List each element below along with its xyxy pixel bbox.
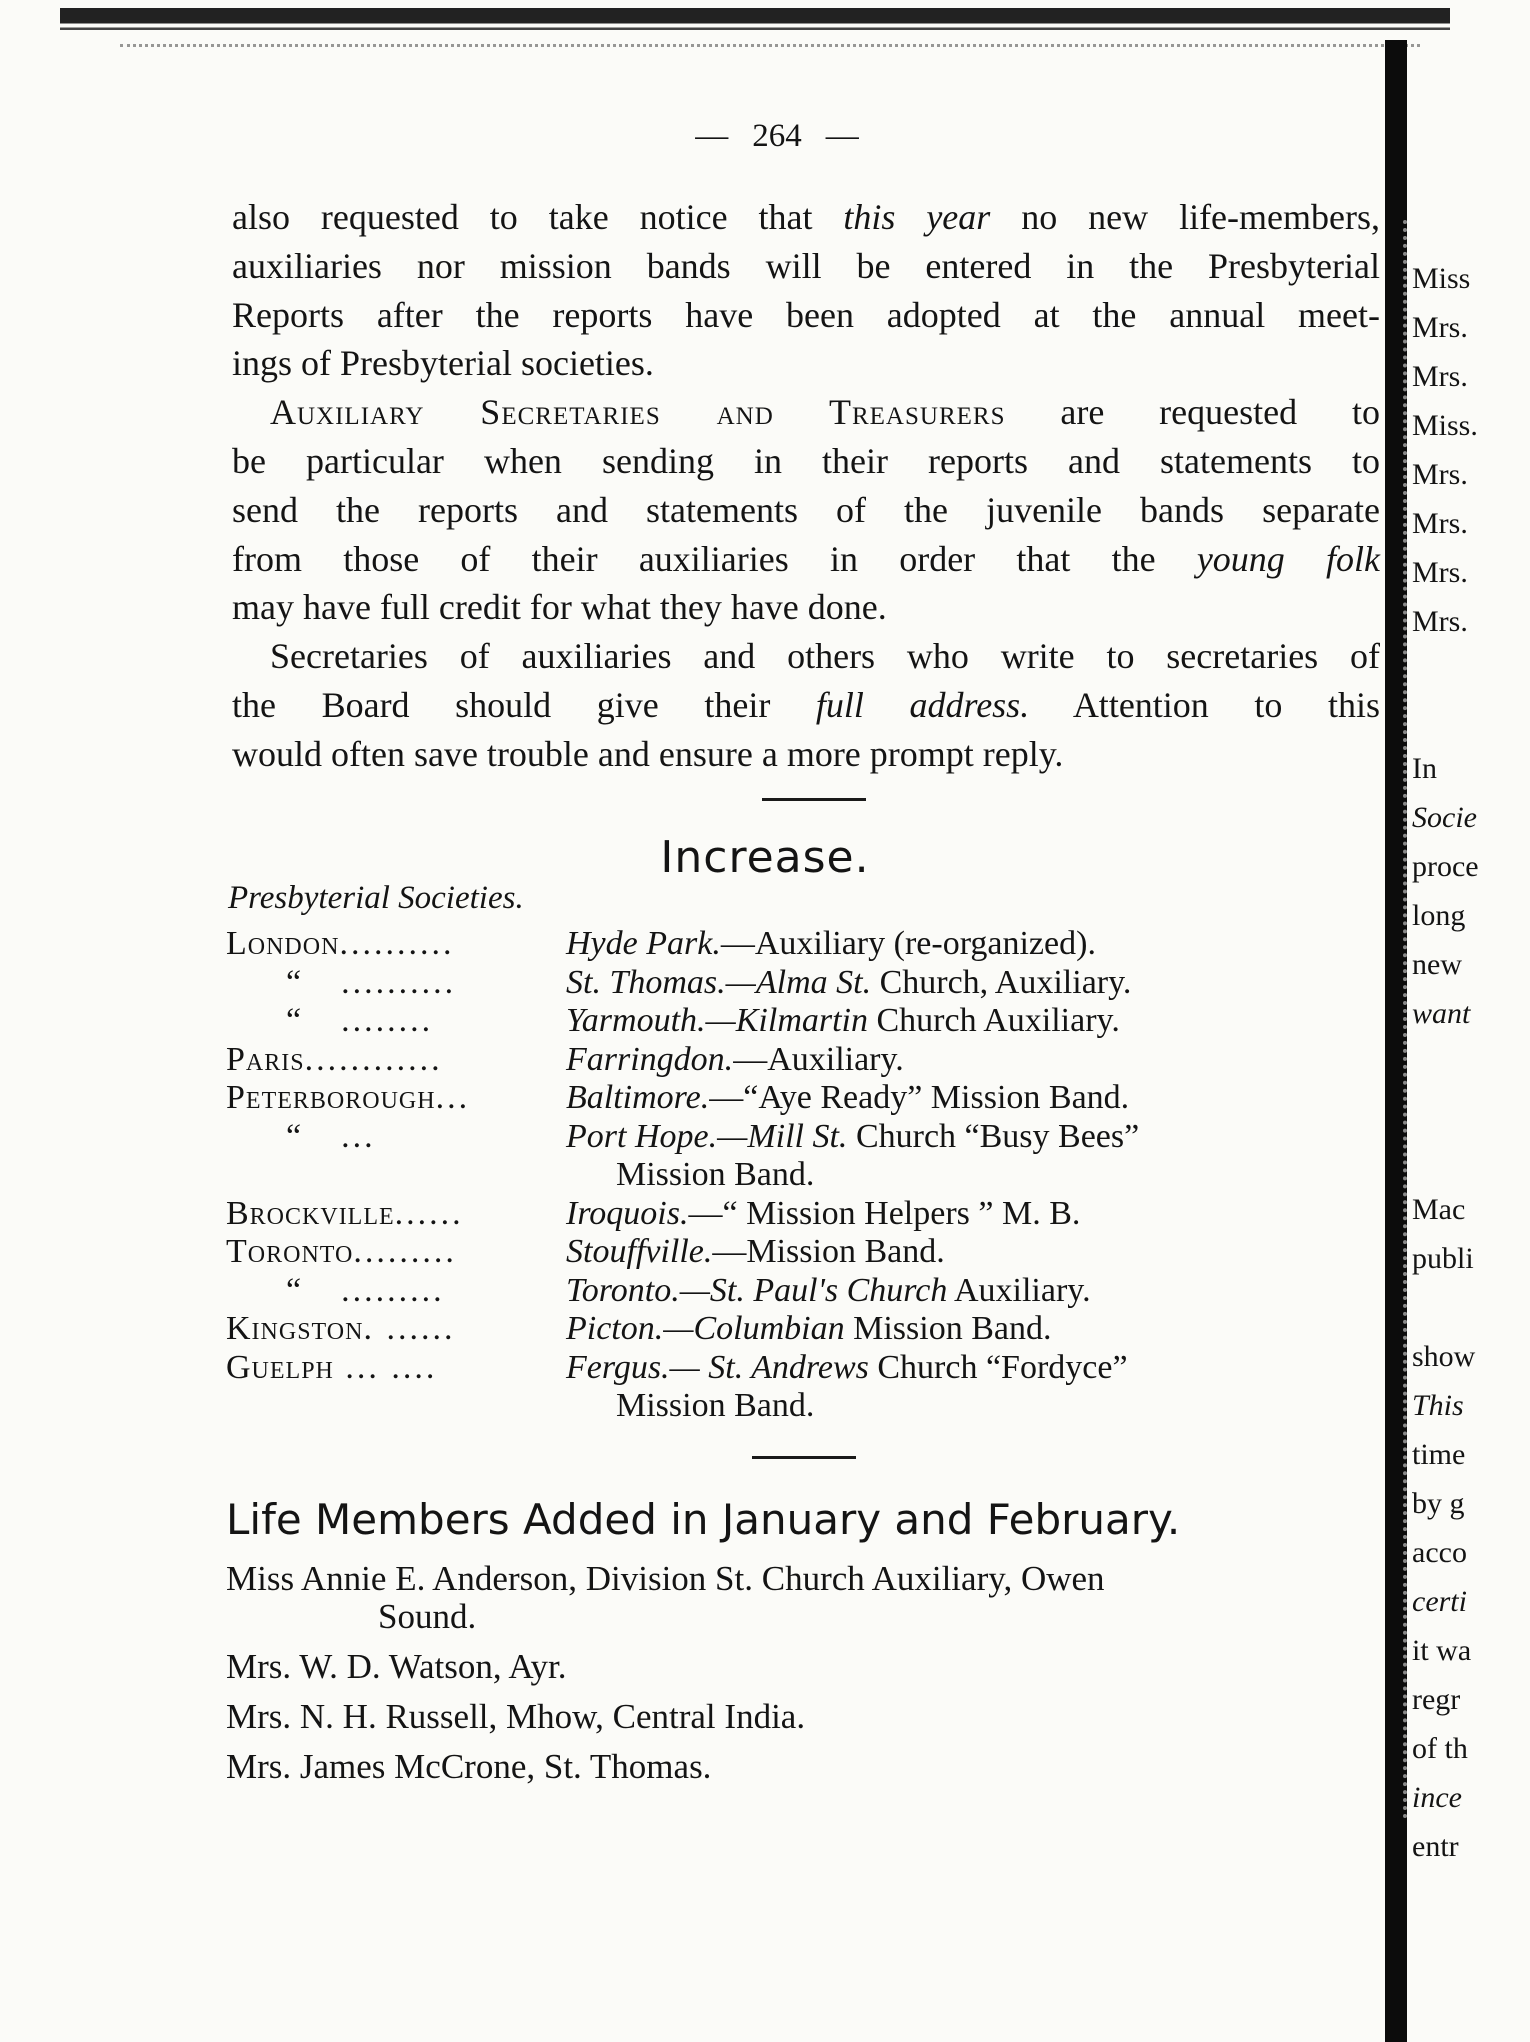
presbytery-cell bbox=[226, 1195, 566, 1234]
top-scan-specks bbox=[120, 44, 1420, 51]
presbytery-name: Paris bbox=[226, 1040, 305, 1078]
society-entry bbox=[566, 964, 1396, 1003]
intro-paragraphs bbox=[232, 193, 1380, 779]
text-line bbox=[232, 681, 1380, 730]
text-line bbox=[232, 388, 1380, 437]
presbytery-name: Guelph bbox=[226, 1348, 334, 1386]
italic-text: full address. bbox=[815, 684, 1030, 725]
increase-heading: Increase. bbox=[660, 832, 870, 883]
leader-dots: ...... bbox=[394, 1194, 464, 1232]
life-member-entry bbox=[226, 1648, 1391, 1686]
society-entry bbox=[566, 1002, 1396, 1041]
italic-text: Baltimore. bbox=[566, 1079, 710, 1116]
leader-dots: .......... bbox=[341, 963, 457, 1001]
top-scan-rule bbox=[60, 8, 1450, 36]
presbytery-cell bbox=[226, 1233, 566, 1272]
leader-dots: ... .... bbox=[333, 1348, 438, 1386]
text-run: also requested to take notice that bbox=[232, 197, 844, 237]
italic-text: St. Thomas.—Alma St. bbox=[566, 963, 872, 1001]
italic-text: Stouffville. bbox=[566, 1233, 713, 1270]
increase-row bbox=[226, 1387, 1396, 1426]
adjacent-page-fragment: of th bbox=[1412, 1732, 1468, 1765]
small-caps-text: Auxiliary Secretaries and Treasurers bbox=[270, 392, 1006, 433]
presbytery-name: Brockville bbox=[226, 1194, 395, 1232]
text-run: —“ Mission Helpers ” M. B. bbox=[688, 1194, 1081, 1232]
adjacent-page-fragment: In bbox=[1412, 752, 1437, 785]
adjacent-page-fragment: time bbox=[1412, 1438, 1466, 1471]
adjacent-page-fragment: Mrs. bbox=[1412, 360, 1468, 393]
section-rule bbox=[762, 798, 866, 801]
text-run: Attention to this bbox=[1029, 684, 1381, 725]
italic-text: Picton.—Columbian bbox=[566, 1310, 845, 1347]
ditto-mark: “ bbox=[286, 1002, 302, 1039]
society-entry bbox=[566, 1079, 1396, 1118]
society-entry bbox=[566, 1310, 1396, 1349]
adjacent-page-fragment: Socie bbox=[1412, 801, 1477, 834]
society-entry bbox=[566, 1272, 1396, 1311]
italic-text: this year bbox=[843, 197, 991, 237]
increase-row bbox=[226, 925, 1396, 964]
presbytery-cell bbox=[226, 1387, 566, 1426]
text-line bbox=[232, 437, 1380, 486]
presbytery-cell bbox=[226, 1118, 566, 1157]
adjacent-page-fragment: entr bbox=[1412, 1830, 1459, 1863]
adjacent-page-fragment: Mrs. bbox=[1412, 507, 1468, 540]
adjacent-page-fragment: Mrs. bbox=[1412, 605, 1468, 638]
leader-dots: ... bbox=[341, 1117, 376, 1155]
presbytery-name: Peterborough bbox=[226, 1079, 436, 1116]
increase-row bbox=[226, 964, 1396, 1003]
adjacent-page-fragment: new bbox=[1412, 948, 1462, 981]
text-run: Auxiliary. bbox=[947, 1271, 1091, 1309]
text-run: —Auxiliary. bbox=[733, 1040, 904, 1078]
adjacent-page-fragment: Mrs. bbox=[1412, 311, 1468, 344]
increase-list bbox=[226, 925, 1396, 1426]
text-run: the Board should give their bbox=[232, 684, 816, 725]
presbytery-name: Toronto bbox=[226, 1233, 354, 1270]
text-line bbox=[232, 535, 1380, 584]
life-member-line: Mrs. W. D. Watson, Ayr. bbox=[226, 1647, 567, 1686]
text-run: Church, Auxiliary. bbox=[871, 963, 1132, 1001]
life-member-entry bbox=[226, 1560, 1391, 1636]
text-run: are requested to bbox=[1005, 392, 1380, 433]
increase-row bbox=[226, 1233, 1396, 1272]
text-line bbox=[232, 193, 1380, 242]
increase-row bbox=[226, 1002, 1396, 1041]
text-run: Reports after the reports have been adopted at the annual meet- bbox=[232, 294, 1380, 335]
life-member-entry bbox=[226, 1748, 1391, 1786]
italic-text: Hyde Park. bbox=[566, 925, 721, 962]
italic-text: Port Hope.—Mill St. bbox=[566, 1117, 848, 1155]
society-entry bbox=[566, 1387, 1396, 1426]
life-members-heading: Life Members Added in January and February. bbox=[226, 1495, 1181, 1544]
adjacent-page-fragment: regr bbox=[1412, 1683, 1461, 1716]
text-run: send the reports and statements of the juvenile bands separate bbox=[232, 489, 1380, 530]
text-run: Mission Band. bbox=[616, 1387, 815, 1424]
adjacent-page-fragment: publi bbox=[1412, 1242, 1474, 1275]
text-run: ings of Presbyterial societies. bbox=[232, 343, 654, 384]
text-run: from those of their auxiliaries in order that the bbox=[232, 538, 1197, 579]
text-line bbox=[232, 291, 1380, 340]
ditto-mark: “ bbox=[286, 1271, 302, 1309]
society-entry bbox=[566, 1233, 1396, 1272]
text-run: Mission Band. bbox=[616, 1156, 815, 1193]
leader-dots: ............ bbox=[304, 1040, 443, 1078]
increase-row bbox=[226, 1118, 1396, 1157]
leader-dots: ........ bbox=[341, 1002, 434, 1039]
presbytery-cell bbox=[226, 1002, 566, 1041]
society-entry bbox=[566, 1118, 1396, 1157]
adjacent-page-fragment: acco bbox=[1412, 1536, 1467, 1569]
adjacent-page-fragment: ince bbox=[1412, 1781, 1462, 1814]
adjacent-page-fragment: Miss. bbox=[1412, 409, 1478, 442]
presbytery-cell bbox=[226, 1349, 566, 1388]
leader-dots: .......... bbox=[339, 925, 455, 962]
adjacent-page-fragment: Mac bbox=[1412, 1193, 1466, 1226]
italic-text: young folk bbox=[1196, 538, 1380, 579]
increase-row bbox=[226, 1195, 1396, 1234]
society-entry bbox=[566, 1349, 1396, 1388]
text-run: auxiliaries nor mission bands will be entered in the Presbyterial bbox=[232, 245, 1380, 286]
increase-row bbox=[226, 1156, 1396, 1195]
presbytery-cell bbox=[226, 1272, 566, 1311]
presbytery-cell bbox=[226, 964, 566, 1003]
text-run: Church “Busy Bees” bbox=[847, 1117, 1140, 1155]
adjacent-page-fragment: it wa bbox=[1412, 1634, 1472, 1667]
life-member-line-continued: Sound. bbox=[378, 1597, 477, 1636]
adjacent-page-column bbox=[1412, 0, 1530, 2042]
leader-dots: . ...... bbox=[363, 1310, 456, 1347]
life-member-entry bbox=[226, 1698, 1391, 1736]
presbytery-cell bbox=[226, 925, 566, 964]
text-line bbox=[232, 242, 1380, 291]
presbytery-cell bbox=[226, 1079, 566, 1118]
presbytery-cell bbox=[226, 1041, 566, 1080]
text-line bbox=[232, 730, 1380, 779]
life-member-line: Mrs. N. H. Russell, Mhow, Central India. bbox=[226, 1697, 806, 1736]
italic-text: Farringdon. bbox=[566, 1040, 734, 1078]
italic-text: Toronto.—St. Paul's Church bbox=[566, 1271, 948, 1309]
adjacent-page-fragment: certi bbox=[1412, 1585, 1467, 1618]
life-member-line: Miss Annie E. Anderson, Division St. Church Auxiliary, Owen bbox=[226, 1559, 1105, 1598]
presbytery-name: Kingston bbox=[226, 1310, 364, 1347]
italic-text: Fergus.— St. Andrews bbox=[566, 1348, 869, 1386]
text-run: Mission Band. bbox=[844, 1310, 1052, 1347]
society-entry bbox=[566, 925, 1396, 964]
life-member-line: Mrs. James McCrone, St. Thomas. bbox=[226, 1747, 712, 1786]
text-run: would often save trouble and ensure a more prompt reply. bbox=[232, 733, 1064, 774]
leader-dots: ......... bbox=[341, 1271, 445, 1309]
text-run: —Auxiliary (re-organized). bbox=[720, 925, 1096, 962]
presbyterial-societies-subheading: Presbyterial Societies. bbox=[228, 880, 524, 916]
society-entry bbox=[566, 1195, 1396, 1234]
adjacent-page-fragment: want bbox=[1412, 997, 1471, 1030]
text-run: —“Aye Ready” Mission Band. bbox=[709, 1079, 1130, 1116]
presbytery-cell bbox=[226, 1156, 566, 1195]
adjacent-page-fragment: Miss bbox=[1412, 262, 1471, 295]
ditto-mark: “ bbox=[286, 1117, 302, 1155]
text-line bbox=[232, 632, 1380, 681]
text-run: Secretaries of auxiliaries and others who write to secretaries of bbox=[270, 636, 1380, 677]
society-entry bbox=[566, 1156, 1396, 1195]
increase-row bbox=[226, 1349, 1396, 1388]
italic-text: Yarmouth.—Kilmartin bbox=[566, 1002, 868, 1039]
text-line bbox=[232, 583, 1380, 632]
increase-row bbox=[226, 1310, 1396, 1349]
increase-row bbox=[226, 1272, 1396, 1311]
section-rule bbox=[752, 1456, 856, 1459]
text-run: Church “Fordyce” bbox=[868, 1348, 1128, 1386]
adjacent-page-fragment: by g bbox=[1412, 1487, 1465, 1520]
page-number: — 264 — bbox=[695, 118, 859, 154]
adjacent-page-fragment: Mrs. bbox=[1412, 556, 1468, 589]
increase-row bbox=[226, 1041, 1396, 1080]
text-run: may have full credit for what they have done. bbox=[232, 587, 887, 628]
text-line bbox=[232, 339, 1380, 388]
adjacent-page-fragment: long bbox=[1412, 899, 1466, 932]
adjacent-page-fragment: show bbox=[1412, 1340, 1476, 1373]
life-members-list bbox=[226, 1560, 1391, 1798]
increase-row bbox=[226, 1079, 1396, 1118]
presbytery-name: London bbox=[226, 925, 340, 962]
text-run: be particular when sending in their reports and statements to bbox=[232, 440, 1380, 481]
leader-dots: ......... bbox=[353, 1233, 457, 1270]
page-number-value: 264 bbox=[752, 118, 802, 154]
italic-text: Iroquois. bbox=[566, 1194, 689, 1232]
adjacent-page-fragment: proce bbox=[1412, 850, 1479, 883]
ditto-mark: “ bbox=[286, 963, 302, 1001]
text-run: —Mission Band. bbox=[712, 1233, 945, 1270]
text-run: Church Auxiliary. bbox=[868, 1002, 1120, 1039]
leader-dots: ... bbox=[435, 1079, 471, 1116]
adjacent-page-fragment: Mrs. bbox=[1412, 458, 1468, 491]
text-line bbox=[232, 486, 1380, 535]
text-run: no new life-members, bbox=[990, 197, 1380, 237]
presbytery-cell bbox=[226, 1310, 566, 1349]
society-entry bbox=[566, 1041, 1396, 1080]
adjacent-page-fragment: This bbox=[1412, 1389, 1464, 1422]
